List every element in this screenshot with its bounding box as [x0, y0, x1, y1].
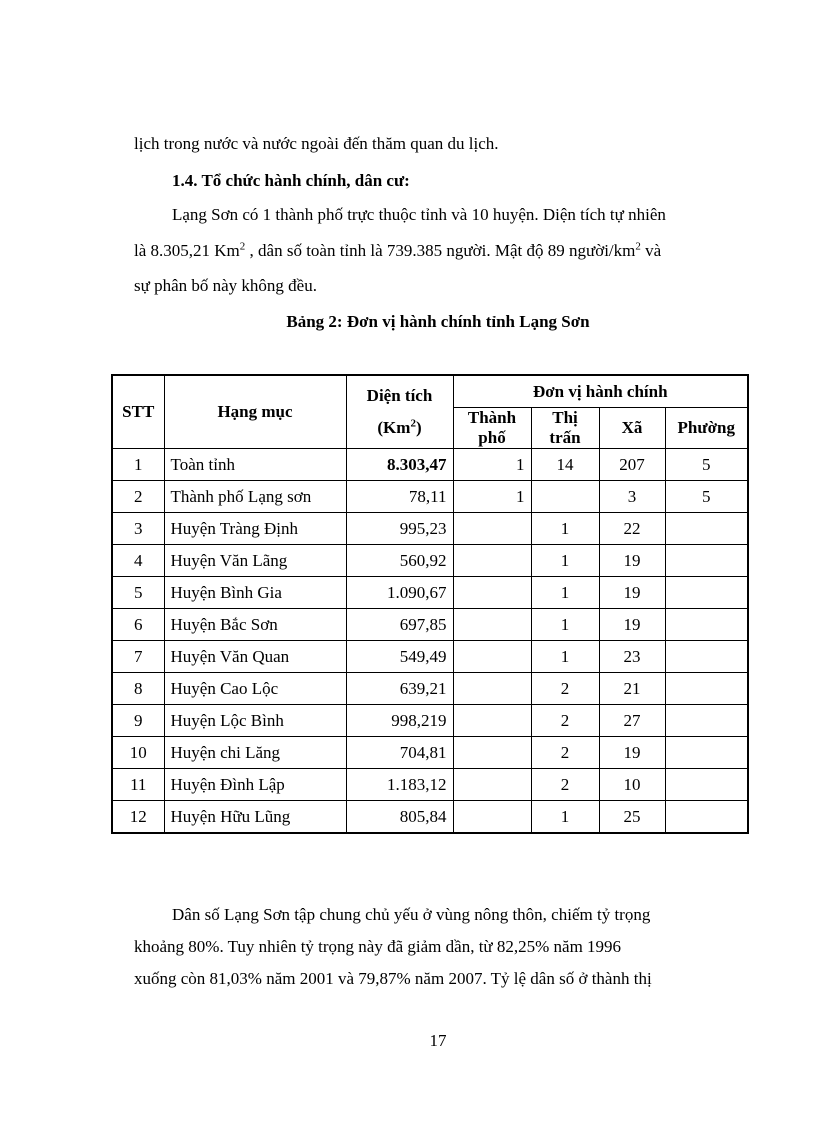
header-commune: Xã [599, 408, 665, 449]
cell-ward [665, 737, 748, 769]
header-area-close: ) [415, 418, 422, 437]
cell-area: 8.303,47 [346, 449, 453, 481]
table-row [112, 641, 748, 673]
cell-city: 1 [453, 481, 531, 513]
page-number: 17 [429, 1031, 447, 1050]
table-row [112, 513, 748, 545]
paragraph-line: sự phân bố này không đều. [134, 276, 317, 295]
paragraph-line: khoảng 80%. Tuy nhiên tỷ trọng này đã giảm dần, từ 82,25% năm 1996 [134, 937, 622, 956]
cell-city [453, 545, 531, 577]
cell-stt: 5 [112, 577, 164, 609]
cell-city [453, 513, 531, 545]
cell-area: 78,11 [346, 481, 453, 513]
cell-town: 14 [531, 449, 599, 481]
superscript: 2 [239, 240, 246, 253]
cell-city [453, 641, 531, 673]
table-row [112, 577, 748, 609]
cell-stt: 6 [112, 609, 164, 641]
header-city-line1: Thành [467, 408, 517, 427]
header-area-unit: (Km [377, 418, 411, 437]
cell-town: 2 [531, 673, 599, 705]
cell-city [453, 737, 531, 769]
cell-commune: 22 [599, 513, 665, 545]
cell-area: 697,85 [346, 609, 453, 641]
cell-town [531, 481, 599, 513]
cell-town: 1 [531, 577, 599, 609]
cell-stt: 4 [112, 545, 164, 577]
cell-commune: 19 [599, 737, 665, 769]
cell-town: 1 [531, 609, 599, 641]
cell-stt: 9 [112, 705, 164, 737]
cell-name: Huyện chi Lăng [164, 737, 346, 769]
cell-name: Toàn tỉnh [164, 449, 346, 481]
cell-name: Thành phố Lạng sơn [164, 481, 346, 513]
cell-commune: 21 [599, 673, 665, 705]
cell-area: 1.183,12 [346, 769, 453, 801]
cell-town: 2 [531, 769, 599, 801]
cell-area: 998,219 [346, 705, 453, 737]
table-row [112, 801, 748, 834]
cell-name: Huyện Văn Lãng [164, 545, 346, 577]
cell-name: Huyện Lộc Bình [164, 705, 346, 737]
cell-area: 549,49 [346, 641, 453, 673]
cell-name: Huyện Văn Quan [164, 641, 346, 673]
section-heading: 1.4. Tổ chức hành chính, dân cư: [172, 171, 410, 190]
cell-name: Huyện Tràng Định [164, 513, 346, 545]
table-row [112, 737, 748, 769]
cell-ward [665, 801, 748, 834]
cell-stt: 3 [112, 513, 164, 545]
header-town-line1: Thị [552, 408, 578, 427]
cell-name: Huyện Bình Gia [164, 577, 346, 609]
paragraph-line: Dân số Lạng Sơn tập chung chủ yếu ở vùng nông thôn, chiếm tỷ trọng [172, 905, 651, 924]
header-city [453, 408, 531, 449]
cell-area: 704,81 [346, 737, 453, 769]
cell-city [453, 801, 531, 834]
admin-units-table [111, 374, 749, 834]
cell-ward [665, 513, 748, 545]
cell-town: 1 [531, 513, 599, 545]
cell-town: 2 [531, 737, 599, 769]
cell-town: 1 [531, 801, 599, 834]
header-area-line1: Diện tích [366, 386, 433, 405]
header-admin-units: Đơn vị hành chính [453, 375, 748, 408]
cell-stt: 10 [112, 737, 164, 769]
cell-city [453, 769, 531, 801]
header-city-line2: phố [478, 428, 506, 447]
cell-stt: 11 [112, 769, 164, 801]
table-row [112, 705, 748, 737]
table-row [112, 449, 748, 481]
cell-town: 1 [531, 641, 599, 673]
cell-city: 1 [453, 449, 531, 481]
cell-area: 639,21 [346, 673, 453, 705]
cell-city [453, 705, 531, 737]
superscript: 2 [635, 240, 641, 253]
cell-commune: 19 [599, 609, 665, 641]
cell-area: 560,92 [346, 545, 453, 577]
text-segment: và [640, 241, 662, 260]
cell-name: Huyện Hữu Lũng [164, 801, 346, 834]
cell-area: 805,84 [346, 801, 453, 834]
table-row [112, 769, 748, 801]
cell-name: Huyện Cao Lộc [164, 673, 346, 705]
header-town-line2: trấn [549, 428, 581, 447]
cell-name: Huyện Bắc Sơn [164, 609, 346, 641]
cell-ward [665, 545, 748, 577]
header-town [531, 408, 599, 449]
cell-ward: 5 [665, 449, 748, 481]
cell-area: 1.090,67 [346, 577, 453, 609]
cell-city [453, 577, 531, 609]
cell-stt: 8 [112, 673, 164, 705]
table-caption: Bảng 2: Đơn vị hành chính tỉnh Lạng Sơn [286, 312, 590, 331]
cell-town: 1 [531, 545, 599, 577]
cell-commune: 10 [599, 769, 665, 801]
cell-stt: 2 [112, 481, 164, 513]
paragraph-line: xuống còn 81,03% năm 2001 và 79,87% năm 2007. Tỷ lệ dân số ở thành thị [134, 969, 652, 988]
cell-ward: 5 [665, 481, 748, 513]
cell-commune: 25 [599, 801, 665, 834]
header-stt: STT [112, 375, 164, 449]
cell-town: 2 [531, 705, 599, 737]
cell-ward [665, 673, 748, 705]
header-area [346, 375, 453, 449]
cell-ward [665, 641, 748, 673]
cell-area: 995,23 [346, 513, 453, 545]
cell-ward [665, 769, 748, 801]
cell-city [453, 609, 531, 641]
cell-commune: 19 [599, 577, 665, 609]
cell-commune: 3 [599, 481, 665, 513]
cell-stt: 1 [112, 449, 164, 481]
cell-city [453, 673, 531, 705]
header-ward: Phường [665, 408, 748, 449]
cell-commune: 27 [599, 705, 665, 737]
table-row [112, 609, 748, 641]
cell-ward [665, 705, 748, 737]
cell-stt: 12 [112, 801, 164, 834]
cell-ward [665, 609, 748, 641]
table-row [112, 481, 748, 513]
paragraph-line [134, 241, 661, 261]
header-category: Hạng mục [164, 375, 346, 449]
table-row [112, 545, 748, 577]
paragraph-line: lịch trong nước và nước ngoài đến thăm quan du lịch. [134, 134, 499, 153]
cell-commune: 19 [599, 545, 665, 577]
cell-commune: 207 [599, 449, 665, 481]
superscript: 2 [410, 417, 416, 430]
cell-stt: 7 [112, 641, 164, 673]
table-row [112, 673, 748, 705]
text-segment: , dân số toàn tỉnh là 739.385 người. Mật độ 89 người/km [245, 241, 636, 260]
cell-ward [665, 577, 748, 609]
cell-name: Huyện Đình Lập [164, 769, 346, 801]
text-segment: là 8.305,21 Km [134, 241, 240, 260]
paragraph-line: Lạng Sơn có 1 thành phố trực thuộc tỉnh và 10 huyện. Diện tích tự nhiên [172, 205, 666, 224]
cell-commune: 23 [599, 641, 665, 673]
